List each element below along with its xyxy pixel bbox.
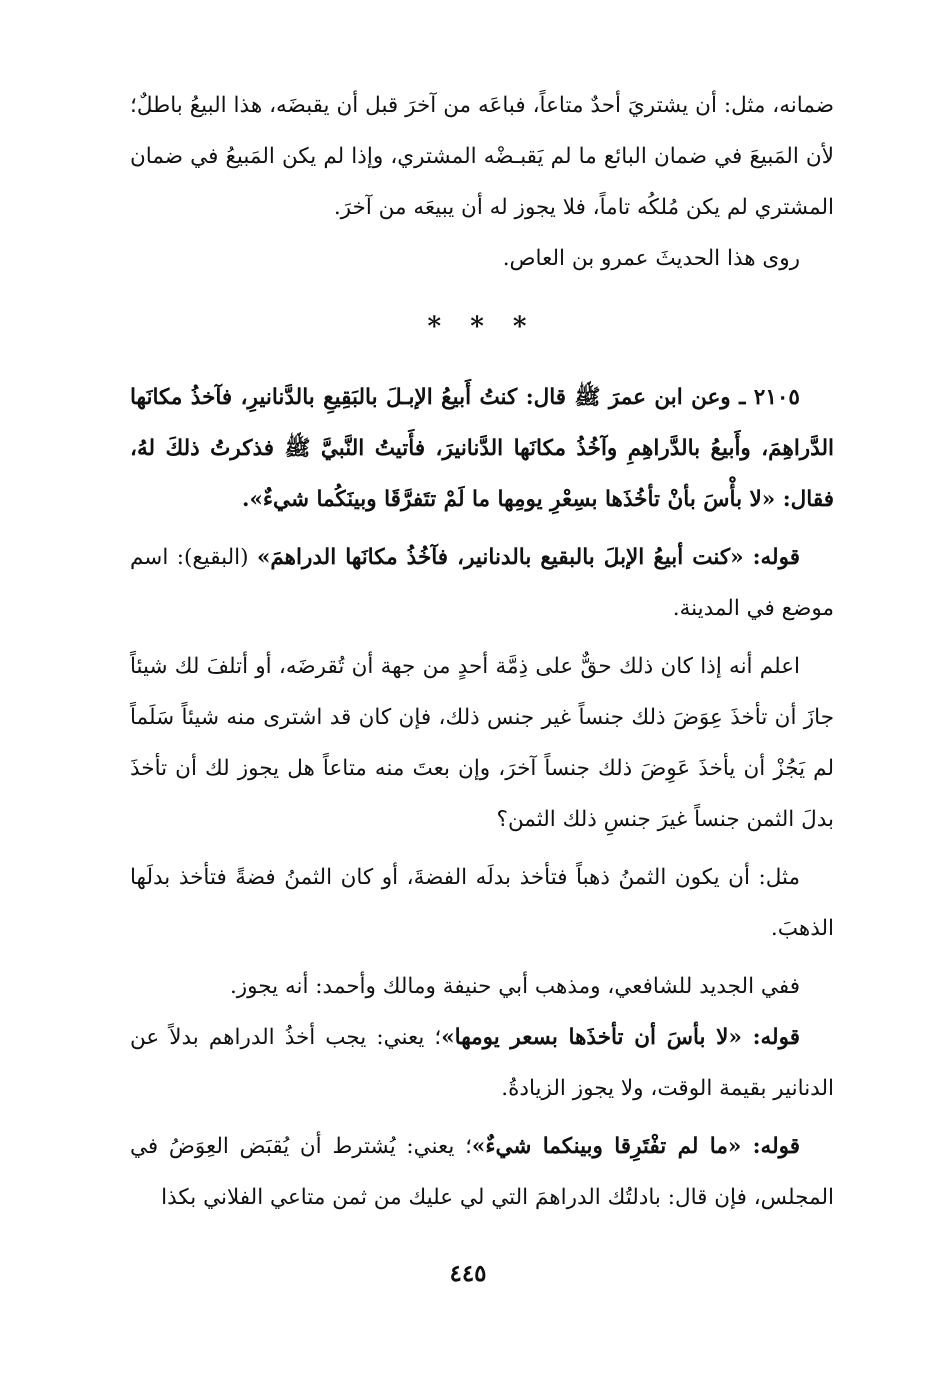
commentary-text-6: ؛ يعني: يُشترط أن يُقبَض العِوَضُ في المجلس، فإن قال: بادلتُك الدراهمَ التي لي عليك من ثمن متاعي الفلاني بكذا: [130, 1134, 834, 1210]
commentary-paragraph-4: ففي الجديد للشافعي، ومذهب أبي حنيفة ومالك وأحمد: أنه يجوز.: [229, 974, 800, 999]
commentary-paragraph-5: [130, 1012, 834, 1114]
commentary-paragraph-3: مثل: أن يكون الثمنُ ذهباً فتأخذ بدلَه الفضةَ، أو كان الثمنُ فضةً فتأخذ بدلَها الذهبَ.: [130, 865, 834, 941]
commentary-text-1: (البقيع): اسم موضع في المدينة.: [130, 545, 834, 621]
paragraph-top-2: روى هذا الحديثَ عمرو بن العاص.: [502, 246, 800, 271]
commentary-paragraph-2: اعلم أنه إذا كان ذلك حقٌّ على ذِمَّة أحدٍ من جهة أن تُقرضَه، أو أتلفَ لك شيئاً جازَ أن تأخذَ عِوَضَ ذلك جنساً غير جنس ذلك، فإن كان قد اشترى منه شيئاً سَلَماً لم يَجُزْ أن يأخذَ عَوِضَ ذلك جنساً آخرَ، وإن بعتَ منه متاعاً هل يجوز لك أن تأخذَ بدلَ الثمن جنساً غيرَ جنسِ ذلك الثمن؟: [130, 654, 834, 832]
commentary-quote-5: قوله: «لا بأسَ أن تأخذَها بسعر يومها»: [441, 1025, 800, 1050]
commentary-quote-1: قوله: «كنت أبيعُ الإبلَ بالبقيع بالدنانير، فآخُذُ مكانَها الدراهمَ»: [256, 545, 800, 570]
paragraph-top-1: ضمانه، مثل: أن يشتريَ أحدٌ متاعاً، فباعَه من آخرَ قبل أن يقبضَه، هذا البيعُ باطلٌ؛ لأن المَبيعَ في ضمان البائع ما لم يَقبـضْه المشتري، وإذا لم يكن المَبيعُ في ضمان المشتري لم يكن مُلكُه تاماً، فلا يجوز له أن يبيعَه من آخرَ.: [130, 93, 834, 220]
hadith-paragraph: [130, 372, 834, 525]
page-number: ٤٤٥: [449, 1260, 487, 1287]
commentary-text-5: ؛ يعني: يجب أخذُ الدراهم بدلاً عن الدنانير بقيمة الوقت، ولا يجوز الزيادةُ.: [130, 1025, 834, 1101]
section-separator: * * *: [427, 312, 537, 342]
commentary-paragraph-1: [130, 532, 834, 634]
hadith-lead: ٢١٠٥ ـ وعن ابن عمرَ ﷺ قال:: [525, 385, 800, 410]
commentary-paragraph-6: [130, 1121, 834, 1223]
commentary-quote-6: قوله: «ما لم تفْتَرِقا وبينكما شيءٌ»: [471, 1134, 801, 1159]
hadith-text: كنتُ أَبيعُ الإبـلَ بالبَقِيعِ بالدَّنانيرِ، فآخذُ مكانَها الدَّراهِمَ، وأَبيعُ بالدَّراهِمِ وآخُذُ مكانَها الدَّنانيرَ، فأَتيتُ النَّبيَّ ﷺ فذكرتُ ذلكَ لهُ، فقال: «لا بأْسَ بأنْ تأخُذَها بسِعْرِ يومِها ما لَمْ تتَفرَّقَا وبينَكُما شيءٌ».: [130, 385, 834, 512]
